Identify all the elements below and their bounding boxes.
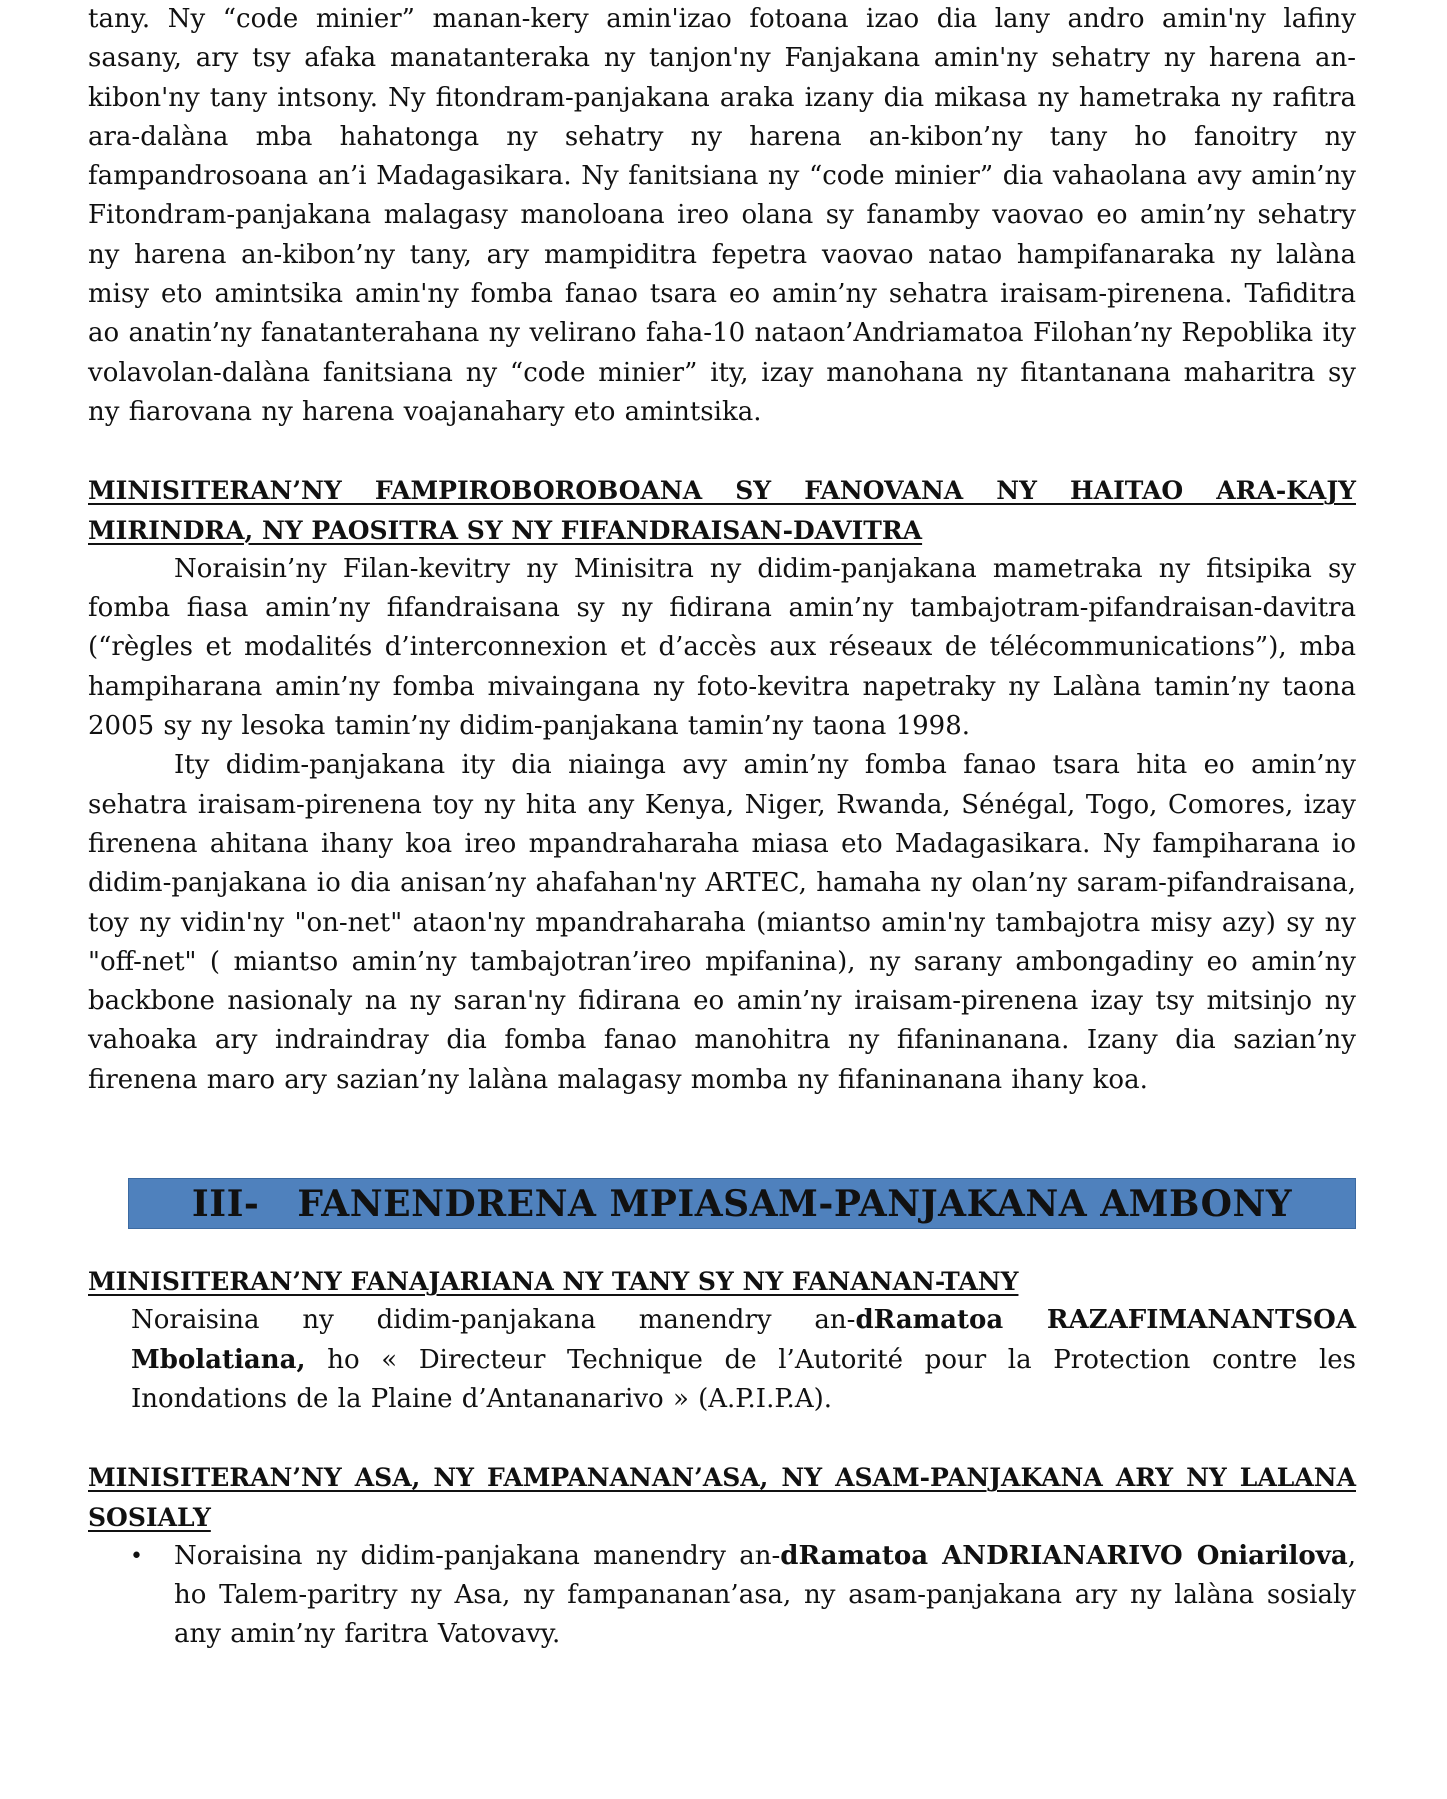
labour-appointee-name: dRamatoa ANDRIANARIVO Oniarilova xyxy=(780,1540,1348,1571)
labour-appointment-item xyxy=(88,1537,1356,1655)
section-banner xyxy=(128,1178,1356,1229)
spacer xyxy=(88,1100,1356,1178)
section-heading-labour: MINISITERAN’NY ASA, NY FAMPANANAN’ASA, NY ASAM-PANJAKANA ARY NY LALANA SOSIALY xyxy=(88,1463,1356,1532)
telecom-paragraph-1: Noraisin’ny Filan-kevitry ny Minisitra ny didim-panjakana mametraka ny fitsipika sy fomba fiasa amin’ny fifandraisana sy ny fidirana amin’ny tambajotram-pifandraisan-davitra (“règles et modalités d’interconnexion et d’accès aux réseaux de télécommunications”), mba hampiharana amin’ny fomba mivaingana ny foto-kevitra napetraky ny Lalàna tamin’ny taona 2005 sy ny lesoka tamin’ny didim-panjakana tamin’ny taona 1998. xyxy=(88,553,1356,742)
labour-text-after: , ho Talem-paritry ny Asa, ny fampananan’asa, ny asam-panjakana ary ny lalàna sosialy any amin’ny faritra Vatovavy. xyxy=(174,1540,1356,1650)
telecom-paragraph-2: Ity didim-panjakana ity dia niainga avy amin’ny fomba fanao tsara hita eo amin’ny sehatra iraisam-pirenena toy ny hita any Kenya, Niger, Rwanda, Sénégal, Togo, Comores, izay firenena ahitana ihany koa ireo mpandraharaha miasa eto Madagasikara. Ny fampiharana io didim-panjakana io dia anisan’ny ahafahan'ny ARTEC, hamaha ny olan’ny saram-pifandraisana, toy ny vidin'ny "on-net" ataon'ny mpandraharaha (miantso amin'ny tambajotra misy azy) sy ny "off-net" ( miantso amin’ny tambajotran’ireo mpifanina), ny sarany ambongadiny eo amin’ny backbone nasionaly na ny saran'ny fidirana eo amin’ny iraisam-pirenena izay tsy mitsinjo ny vahoaka ary indraindray dia fomba fanao manohitra ny fifaninanana. Izany dia sazian’ny firenena maro ary sazian’ny lalàna malagasy momba ny fifaninanana ihany koa. xyxy=(88,750,1356,1095)
spacer xyxy=(88,1229,1356,1262)
section-heading-land: MINISITERAN’NY FANAJARIANA NY TANY SY NY FANANAN-TANY xyxy=(88,1267,1019,1297)
land-appointee-name: dRamatoa RAZAFIMANANTSOA Mbolatiana, xyxy=(131,1305,1356,1375)
spacer xyxy=(88,432,1356,471)
document-page xyxy=(88,0,1356,1655)
spacer xyxy=(88,1419,1356,1458)
section-heading-telecom: MINISITERAN’NY FAMPIROBOROBOANA SY FANOVANA NY HAITAO ARA-KAJY MIRINDRA, NY PAOSITRA SY NY FIFANDRAISAN-DAVITRA xyxy=(88,476,1356,545)
section-number: III- xyxy=(191,1182,260,1225)
labour-text-before: Noraisina ny didim-panjakana manendry an- xyxy=(174,1540,781,1571)
section-title: FANENDRENA MPIASAM-PANJAKANA AMBONY xyxy=(297,1182,1293,1225)
labour-appointment-paragraph xyxy=(174,1537,1356,1655)
bullet-icon: • xyxy=(130,1543,143,1569)
intro-paragraph: tany. Ny “code minier” manan-kery amin'izao fotoana izao dia lany andro amin'ny lafiny sasany, ary tsy afaka manatanteraka ny tanjon'ny Fanjakana amin'ny sehatry ny harena an-kibon'ny tany intsony. Ny fitondram-panjakana araka izany dia mikasa ny hametraka ny rafitra ara-dalàna mba hahatonga ny sehatry ny harena an-kibon’ny tany ho fanoitry ny fampandrosoana an’i Madagasikara. Ny fanitsiana ny “code minier” dia vahaolana avy amin’ny Fitondram-panjakana malagasy manoloana ireo olana sy fanamby vaovao eo amin’ny sehatry ny harena an-kibon’ny tany, ary mampiditra fepetra vaovao natao hampifanaraka ny lalàna misy eto amintsika amin'ny fomba fanao tsara eo amin’ny sehatra iraisam-pirenena. Tafiditra ao anatin’ny fanatanterahana ny velirano faha-10 nataon’Andriamatoa Filohan’ny Repoblika ity volavolan-dalàna fanitsiana ny “code minier” ity, izay manohana ny fitantanana maharitra sy ny fiarovana ny harena voajanahary eto amintsika. xyxy=(88,4,1356,427)
land-appointment-paragraph xyxy=(88,1301,1356,1419)
land-text-before: Noraisina ny didim-panjakana manendry an- xyxy=(131,1305,856,1336)
land-text-after: ho « Directeur Technique de l’Autorité pour la Protection contre les Inondations de la Plaine d’Antananarivo » (A.P.I.P.A). xyxy=(131,1344,1356,1414)
